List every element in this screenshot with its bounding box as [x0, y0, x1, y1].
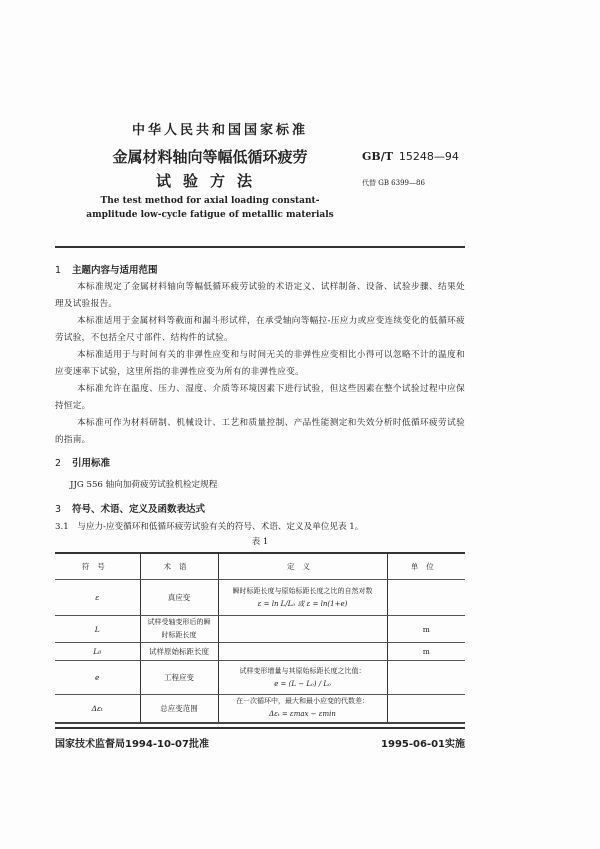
- definition-text: 瞬时标距长度与原始标距长度之比的自然对数: [232, 586, 373, 595]
- section-2-heading: [55, 455, 110, 469]
- title-line-1: 金属材料轴向等幅低循环疲劳: [112, 148, 308, 166]
- replaces-note: 代替 GB 6399—86: [362, 179, 425, 187]
- table-row: [55, 616, 465, 643]
- table-row: [55, 695, 465, 723]
- cell-unit: m: [387, 616, 465, 643]
- section-number: 3: [55, 504, 62, 515]
- cell-term: 总应变范围: [140, 695, 218, 723]
- implementation-date: 1995-06-01实施: [381, 739, 465, 750]
- definition-text: 在一次循环中，最大和最小应变的代数差：: [236, 697, 369, 706]
- cell-symbol: e: [55, 661, 140, 695]
- section-number: 1: [55, 265, 62, 276]
- table-row: [55, 580, 465, 616]
- paragraph: 本标准可作为材料研制、机械设计、工艺和质量控制、产品性能测定和失效分析时低循环疲劳试验的指南。: [55, 418, 465, 445]
- section-title: 引用标准: [72, 458, 111, 469]
- cell-term: 试样受轴变形后的瞬时标距长度: [140, 616, 218, 643]
- cell-definition: [218, 695, 387, 723]
- header-rule: [55, 246, 465, 248]
- cell-definition: [218, 616, 387, 643]
- approval-date: 国家技术监督局1994-10-07批准: [55, 739, 209, 750]
- paragraph: 本标准允许在温度、压力、湿度、介质等环境因素下进行试验，但这些因素在整个试验过程中应保持恒定。: [55, 384, 465, 411]
- section-1-heading: [55, 262, 158, 276]
- table-row: [55, 661, 465, 695]
- cell-term: 试样原始标距长度: [140, 643, 218, 661]
- cell-definition: [218, 661, 387, 695]
- section-number: 2: [55, 458, 62, 469]
- clause-3-1: 3.1 与应力-应变循环和低循环疲劳试验有关的符号、术语、定义及单位见表 1。: [55, 522, 364, 532]
- cell-definition: [218, 580, 387, 616]
- referenced-standard: JJG 556 轴向加荷疲劳试验机检定规程: [70, 480, 218, 490]
- code-prefix: GB/T: [362, 150, 393, 163]
- footer-rule: [55, 727, 465, 729]
- cell-term: 真应变: [140, 580, 218, 616]
- header-term: 术语: [140, 553, 218, 580]
- formula: Δεₜ = εmax − εmin: [269, 710, 336, 719]
- cell-unit: [387, 695, 465, 723]
- section-title: 符号、术语、定义及函数表达式: [72, 504, 206, 515]
- symbols-table: [55, 552, 465, 724]
- section-title: 主题内容与适用范围: [72, 265, 158, 276]
- cell-symbol: L: [55, 616, 140, 643]
- cell-unit: [387, 661, 465, 695]
- section-3-heading: [55, 501, 205, 515]
- title-line-2: 试验方法: [155, 172, 264, 190]
- cell-symbol: Δεₜ: [55, 695, 140, 723]
- cell-symbol: L₀: [55, 643, 140, 661]
- national-standard-label: 中华人民共和国国家标准: [131, 123, 308, 138]
- paragraph: 本标准规定了金属材料轴向等幅低循环疲劳试验的术语定义、试样制备、设备、试验步骤、结果处理及试验报告。: [55, 282, 465, 309]
- header-definition: 定义: [218, 553, 387, 580]
- cell-definition: [218, 643, 387, 661]
- english-title-2: amplitude low-cycle fatigue of metallic materials: [86, 210, 334, 220]
- paragraph: 本标准适用于与时间有关的非弹性应变和与时间无关的非弹性应变相比小得可以忽略不计的温度和应变速率下试验，这里所指的非弹性应变为所有的非弹性应变。: [55, 350, 465, 377]
- header-symbol: 符号: [55, 553, 140, 580]
- paragraph: 本标准适用于金属材料等截面和漏斗形试样，在承受轴向等幅拉-压应力或应变连续变化的低循环疲劳试验，不包括全尺寸部件、结构件的试验。: [55, 316, 465, 343]
- table-header-row: [55, 553, 465, 580]
- cell-unit: m: [387, 643, 465, 661]
- english-title-1: The test method for axial loading constant-: [100, 196, 320, 206]
- formula: ε = ln L/L₀ 或 ε = ln(1+e): [257, 599, 348, 608]
- cell-symbol: ε: [55, 580, 140, 616]
- formula: e = (L − L₀) / L₀: [274, 679, 331, 688]
- header-unit: 单位: [387, 553, 465, 580]
- standard-code: [362, 150, 459, 163]
- table-caption: 表 1: [251, 537, 269, 547]
- definition-text: 试样变形增量与其原始标距长度之比值：: [239, 666, 366, 675]
- cell-unit: [387, 580, 465, 616]
- table-row: [55, 643, 465, 661]
- code-number: 15248—94: [398, 150, 459, 163]
- cell-term: 工程应变: [140, 661, 218, 695]
